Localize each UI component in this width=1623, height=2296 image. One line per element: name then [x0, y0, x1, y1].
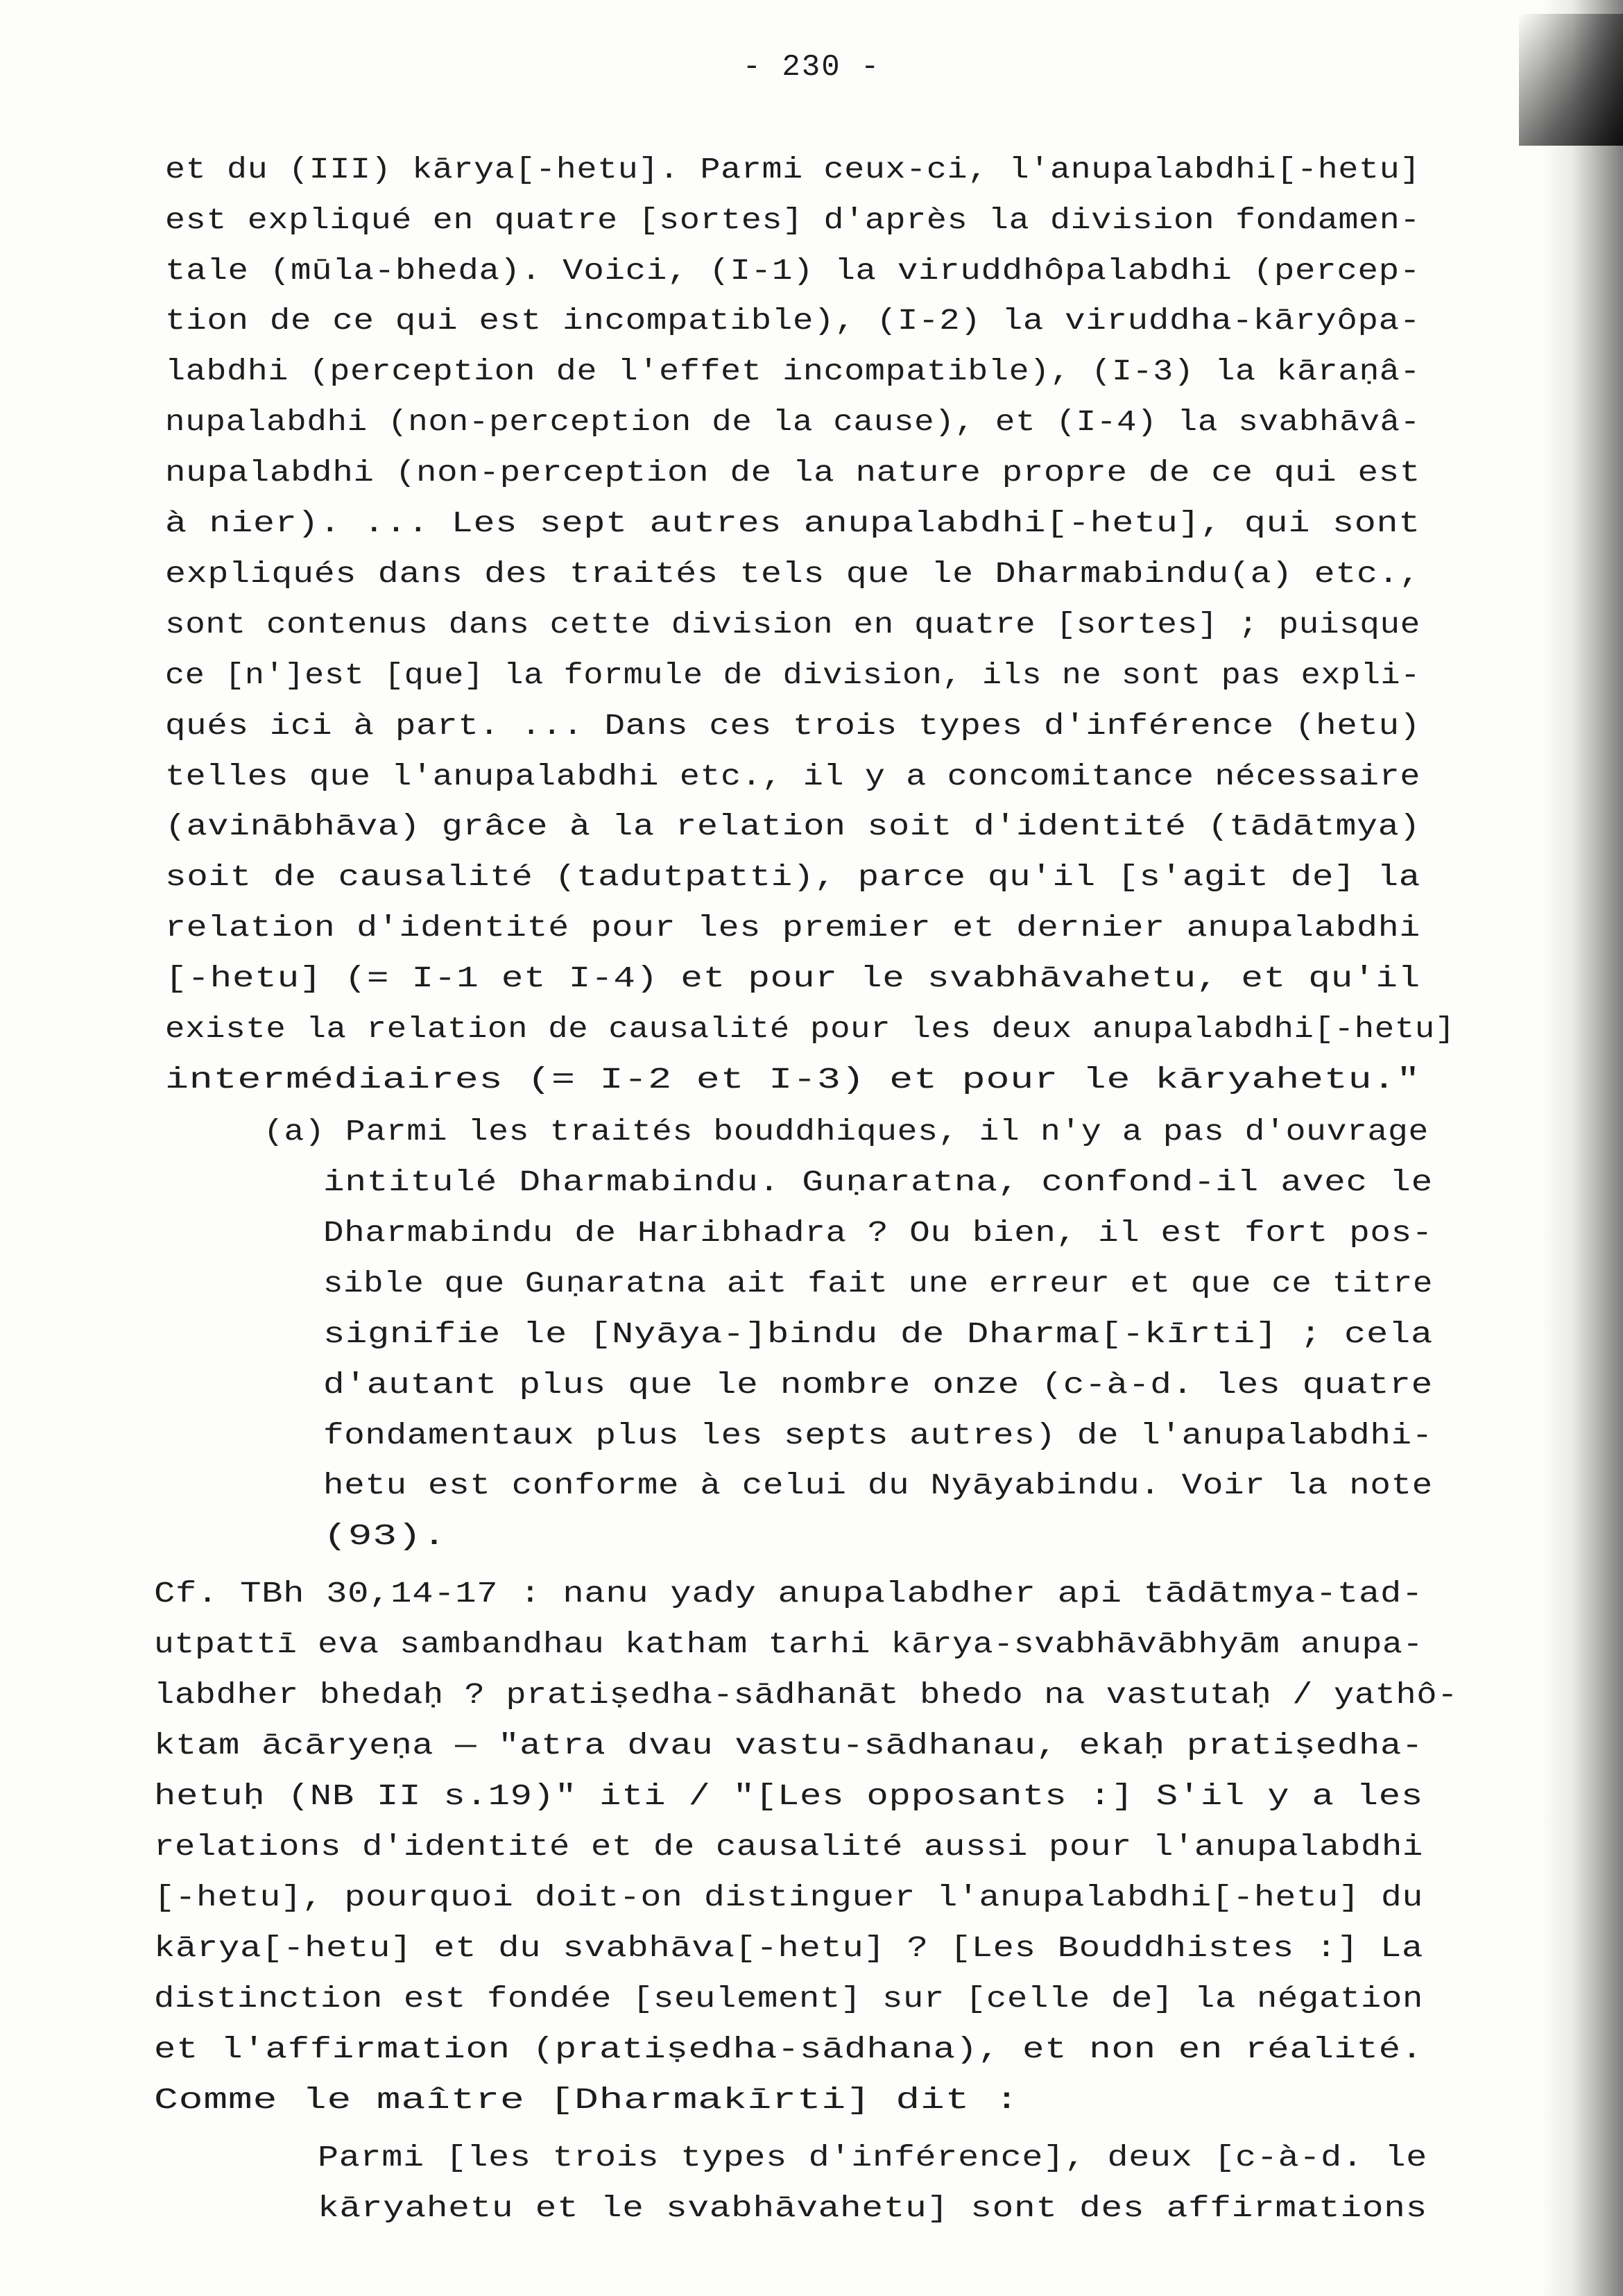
footnote-line: (a) Parmi les traités bouddhiques, il n'y a pas d'ouvrage: [264, 1115, 1429, 1149]
text-line: telles que l'anupalabdhi etc., il y a concomitance nécessaire: [165, 760, 1421, 794]
text-line: nupalabdhi (non-perception de la nature propre de ce qui est: [165, 456, 1421, 490]
footnote-line: Dharmabindu de Haribhadra ? Ou bien, il est fort pos-: [323, 1216, 1433, 1250]
page-number: - 230 -: [742, 50, 881, 85]
text-line: à nier). ... Les sept autres anupalabdhi[-hetu], qui sont: [165, 506, 1420, 540]
text-line: expliqués dans des traités tels que le Dharmabindu(a) etc.,: [165, 557, 1421, 591]
citation-line: labdher bhedaḥ ? pratiṣedha-sādhanāt bhedo na vastutaḥ / yathô-: [154, 1678, 1459, 1712]
scan-page-edge: [1541, 0, 1623, 2296]
text-line: labdhi (perception de l'effet incompatible), (I-3) la kāraṇâ-: [165, 354, 1421, 388]
citation-line: distinction est fondée [seulement] sur [celle de] la négation: [154, 1982, 1424, 2016]
citation-line: utpattī eva sambandhau katham tarhi kārya-svabhāvābhyām anupa-: [154, 1627, 1424, 1661]
text-line: (avinābhāva) grâce à la relation soit d'identité (tādātmya): [165, 809, 1421, 843]
text-line: tion de ce qui est incompatible), (I-2) la viruddha-kāryôpa-: [165, 304, 1421, 338]
footnote-line: hetu est conforme à celui du Nyāyabindu. Voir la note: [323, 1468, 1433, 1502]
citation-line: ktam ācāryeṇa — "atra dvau vastu-sādhanau, ekaḥ pratiṣedha-: [154, 1729, 1424, 1763]
quote-line: Parmi [les trois types d'inférence], deux [c-à-d. le: [318, 2141, 1427, 2175]
text-line: soit de causalité (tadutpatti), parce qu'il [s'agit de] la: [165, 860, 1421, 894]
citation-line: et l'affirmation (pratiṣedha-sādhana), et non en réalité.: [154, 2032, 1423, 2066]
text-line: nupalabdhi (non-perception de la cause), et (I-4) la svabhāvâ-: [165, 405, 1420, 439]
text-line: qués ici à part. ... Dans ces trois types d'inférence (hetu): [165, 709, 1421, 743]
text-line: tale (mūla-bheda). Voici, (I-1) la viruddhôpalabdhi (percep-: [165, 254, 1421, 288]
footnote-line: (93).: [323, 1519, 447, 1553]
text-line: sont contenus dans cette division en quatre [sortes] ; puisque: [165, 608, 1420, 642]
citation-line: [-hetu], pourquoi doit-on distinguer l'anupalabdhi[-hetu] du: [154, 1881, 1423, 1914]
text-line: ce [n']est [que] la formule de division, ils ne sont pas expli-: [165, 658, 1421, 692]
citation-line: Comme le maître [Dharmakīrti] dit :: [154, 2083, 1020, 2117]
text-line: existe la relation de causalité pour les deux anupalabdhi[-hetu]: [165, 1012, 1456, 1046]
footnote-line: d'autant plus que le nombre onze (c-à-d. les quatre: [323, 1368, 1434, 1402]
text-line: relation d'identité pour les premier et dernier anupalabdhi: [165, 911, 1421, 945]
text-line: est expliqué en quatre [sortes] d'après la division fondamen-: [165, 203, 1421, 237]
footnote-line: intitulé Dharmabindu. Guṇaratna, confond-il avec le: [323, 1165, 1434, 1199]
citation-line: relations d'identité et de causalité aussi pour l'anupalabdhi: [154, 1830, 1424, 1864]
citation-line: Cf. TBh 30,14-17 : nanu yady anupalabdher api tādātmya-tad-: [154, 1577, 1424, 1611]
text-line: et du (III) kārya[-hetu]. Parmi ceux-ci, l'anupalabdhi[-hetu]: [165, 153, 1421, 187]
footnote-line: sible que Guṇaratna ait fait une erreur et que ce titre: [323, 1267, 1434, 1301]
quote-line: kāryahetu et le svabhāvahetu] sont des affirmations: [318, 2191, 1428, 2225]
footnote-line: signifie le [Nyāya-]bindu de Dharma[-kīrti] ; cela: [323, 1317, 1433, 1351]
text-line: [-hetu] (= I-1 et I-4) et pour le svabhāvahetu, et qu'il: [165, 961, 1421, 995]
citation-line: kārya[-hetu] et du svabhāva[-hetu] ? [Les Bouddhistes :] La: [154, 1931, 1424, 1965]
footnote-line: fondamentaux plus les septs autres) de l'anupalabdhi-: [323, 1419, 1433, 1453]
text-line: intermédiaires (= I-2 et I-3) et pour le kāryahetu.": [165, 1063, 1421, 1097]
citation-line: hetuḥ (NB II s.19)" iti / "[Les opposants :] S'il y a les: [154, 1779, 1423, 1813]
